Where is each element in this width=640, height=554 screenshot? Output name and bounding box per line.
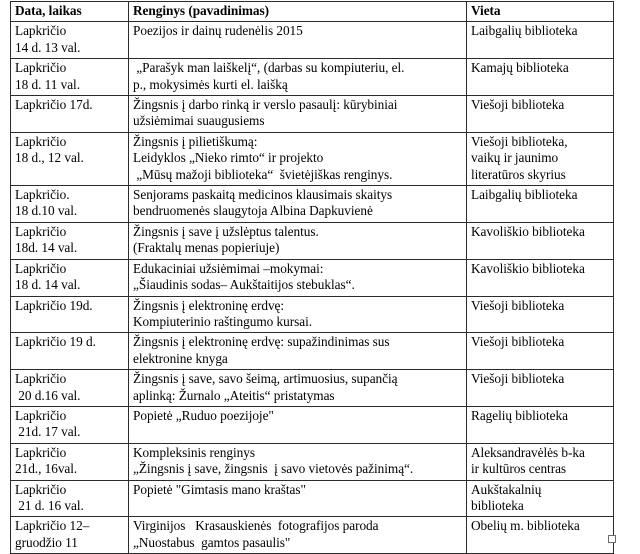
table-header-row: [11, 2, 614, 22]
cell-text-line: Lapkričio: [15, 371, 67, 387]
cell-event: [129, 22, 467, 59]
cell-text-line: 18d. 14 val.: [15, 240, 78, 256]
cell-text-line: Žingsnis į elektroninę erdvę: supažindinimas sus: [133, 334, 390, 350]
cell-text-line: Kavoliškio biblioteka: [471, 260, 585, 276]
cell-text-line: ir kultūros centras: [471, 461, 567, 477]
cell-text-line: biblioteka: [471, 497, 524, 513]
cell-date: [11, 22, 129, 59]
cell-text-line: Laibgalių biblioteka: [471, 23, 578, 39]
table-row: [11, 96, 614, 133]
cell-text-line: p., mokysimės kurti el. laišką: [133, 76, 288, 92]
table-row: [11, 370, 614, 407]
cell-text-line: Lapkričio: [15, 260, 67, 276]
cell-text-line: Lapkričio 19d.: [15, 297, 93, 313]
cell-event: [129, 480, 467, 517]
cell-text-line: Žingsnis į save į užslėptus talentus.: [133, 223, 319, 239]
cell-place: [467, 132, 614, 185]
cell-text-line: Aukštakalnių: [471, 481, 542, 497]
cell-event: [129, 259, 467, 296]
cell-text-line: 18 d.10 val.: [15, 203, 78, 219]
cell-place: [467, 186, 614, 223]
cell-text-line: Lapkričio 19 d.: [15, 334, 96, 350]
cell-place: [467, 406, 614, 443]
cell-place: [467, 480, 614, 517]
cell-event: [129, 59, 467, 96]
column-header-date: Data, laikas: [11, 2, 129, 22]
cell-date: [11, 443, 129, 480]
cell-text-line: Žingsnis į elektroninę erdvę:: [133, 297, 285, 313]
cell-text-line: Senjorams paskaitą medicinos klausimais skaitys: [133, 187, 393, 203]
table-row: [11, 186, 614, 223]
table-row: [11, 333, 614, 370]
cell-text-line: Žingsnis į save, savo šeimą, artimuosius, supančią: [133, 371, 398, 387]
cell-text-line: Ragelių biblioteka: [471, 407, 568, 423]
cell-text-line: Kompiuterinio raštingumo kursai.: [133, 313, 312, 329]
cell-event: [129, 517, 467, 554]
cell-event: [129, 370, 467, 407]
cell-text-line: Lapkričio: [15, 223, 67, 239]
cell-text-line: Žingsnis į pilietiškumą:: [133, 133, 258, 149]
table-row: [11, 132, 614, 185]
cell-text-line: Kavoliškio biblioteka: [471, 223, 585, 239]
cell-text-line: Laibgalių biblioteka: [471, 187, 578, 203]
cell-place: [467, 222, 614, 259]
cell-event: [129, 406, 467, 443]
cell-place: [467, 517, 614, 554]
cell-text-line: 18 d., 12 val.: [15, 150, 84, 166]
cell-event: [129, 333, 467, 370]
column-header-place: Vieta: [467, 2, 614, 22]
cell-date: [11, 96, 129, 133]
cell-place: [467, 259, 614, 296]
cell-date: [11, 186, 129, 223]
cell-text-line: Lapkričio: [15, 444, 67, 460]
table-row: [11, 406, 614, 443]
cell-text-line: Aleksandravėlės b-ka: [471, 444, 585, 460]
table-row: [11, 222, 614, 259]
cell-text-line: „Parašyk man laiškelį“, (darbas su kompiuteriu, el.: [133, 60, 405, 76]
cell-text-line: užsiėmimai suaugusiems: [133, 113, 265, 129]
cell-event: [129, 296, 467, 333]
cell-text-line: Lapkričio: [15, 23, 67, 39]
cell-date: [11, 480, 129, 517]
cell-text-line: Lapkričio 12–: [15, 518, 90, 534]
table-row: [11, 443, 614, 480]
events-schedule-table: [10, 1, 614, 554]
cell-text-line: Kamajų biblioteka: [471, 60, 569, 76]
cell-text-line: Lapkričio 17d.: [15, 97, 93, 113]
cell-text-line: Viešoji biblioteka: [471, 334, 565, 350]
table-row: [11, 259, 614, 296]
cell-text-line: Lapkričio: [15, 481, 67, 497]
cell-text-line: elektronine knyga: [133, 350, 228, 366]
cell-text-line: 18 d. 11 val.: [15, 76, 80, 92]
cell-text-line: Lapkričio: [15, 60, 67, 76]
cell-text-line: Viešoji biblioteka,: [471, 133, 568, 149]
cell-place: [467, 296, 614, 333]
cell-event: [129, 132, 467, 185]
cell-text-line: literatūros skyrius: [471, 166, 566, 182]
cell-date: [11, 517, 129, 554]
table-row: [11, 480, 614, 517]
table-row: [11, 296, 614, 333]
cell-text-line: (Fraktalų menas popieriuje): [133, 240, 280, 256]
table-row: [11, 59, 614, 96]
cell-text-line: Poezijos ir dainų rudenėlis 2015: [133, 23, 303, 39]
cell-place: [467, 370, 614, 407]
cell-text-line: Leidyklos „Nieko rimto“ ir projekto: [133, 150, 324, 166]
table-row: [11, 517, 614, 554]
cell-place: [467, 333, 614, 370]
table-body: [11, 22, 614, 554]
cell-text-line: Kompleksinis renginys: [133, 444, 255, 460]
cell-text-line: Popietė „Ruduo poezijoje": [133, 407, 274, 423]
table-header: [11, 2, 614, 22]
cell-text-line: Lapkričio: [15, 133, 67, 149]
cell-text-line: Edukaciniai užsiėmimai –mokymai:: [133, 260, 324, 276]
cell-text-line: bendruomenės slaugytoja Albina Dapkuvienė: [133, 203, 373, 219]
cell-event: [129, 222, 467, 259]
table-row: [11, 22, 614, 59]
table-resize-handle[interactable]: [608, 535, 616, 543]
cell-text-line: Popietė "Gimtasis mano kraštas": [133, 481, 306, 497]
cell-text-line: 21d. 17 val.: [15, 424, 81, 440]
cell-text-line: aplinką: Žurnalo „Ateitis“ pristatymas: [133, 387, 335, 403]
cell-date: [11, 333, 129, 370]
cell-text-line: 20 d.16 val.: [15, 387, 81, 403]
cell-text-line: Obelių m. biblioteka: [471, 518, 580, 534]
cell-text-line: „Nuostabus gamtos pasaulis": [133, 534, 291, 550]
cell-text-line: „Šiaudinis sodas– Aukštaitijos stebuklas“.: [133, 277, 355, 293]
cell-date: [11, 370, 129, 407]
cell-event: [129, 96, 467, 133]
cell-text-line: Viešoji biblioteka: [471, 297, 565, 313]
cell-text-line: 21d., 16val.: [15, 461, 78, 477]
cell-place: [467, 443, 614, 480]
cell-text-line: Žingsnis į darbo rinką ir verslo pasaulį: kūrybiniai: [133, 97, 398, 113]
cell-text-line: 21 d. 16 val.: [15, 497, 84, 513]
cell-text-line: Viešoji biblioteka: [471, 371, 565, 387]
column-header-event: Renginys (pavadinimas): [129, 2, 467, 22]
cell-date: [11, 259, 129, 296]
cell-text-line: 14 d. 13 val.: [15, 39, 81, 55]
cell-text-line: Lapkričio.: [15, 187, 70, 203]
cell-place: [467, 59, 614, 96]
cell-date: [11, 222, 129, 259]
cell-date: [11, 59, 129, 96]
cell-text-line: „Mūsų mažoji biblioteka“ švietėjiškas renginys.: [133, 166, 393, 182]
cell-place: [467, 96, 614, 133]
cell-text-line: Virginijos Krasauskienės fotografijos paroda: [133, 518, 379, 534]
cell-text-line: vaikų ir jaunimo: [471, 150, 559, 166]
cell-text-line: Lapkričio: [15, 407, 67, 423]
cell-text-line: Viešoji biblioteka: [471, 97, 565, 113]
cell-date: [11, 132, 129, 185]
cell-date: [11, 406, 129, 443]
cell-text-line: 18 d. 14 val.: [15, 277, 81, 293]
cell-event: [129, 443, 467, 480]
cell-place: [467, 22, 614, 59]
cell-text-line: „Žingsnis į save, žingsnis į savo vietovės pažinimą“.: [133, 461, 414, 477]
cell-text-line: gruodžio 11: [15, 534, 78, 550]
cell-event: [129, 186, 467, 223]
cell-date: [11, 296, 129, 333]
